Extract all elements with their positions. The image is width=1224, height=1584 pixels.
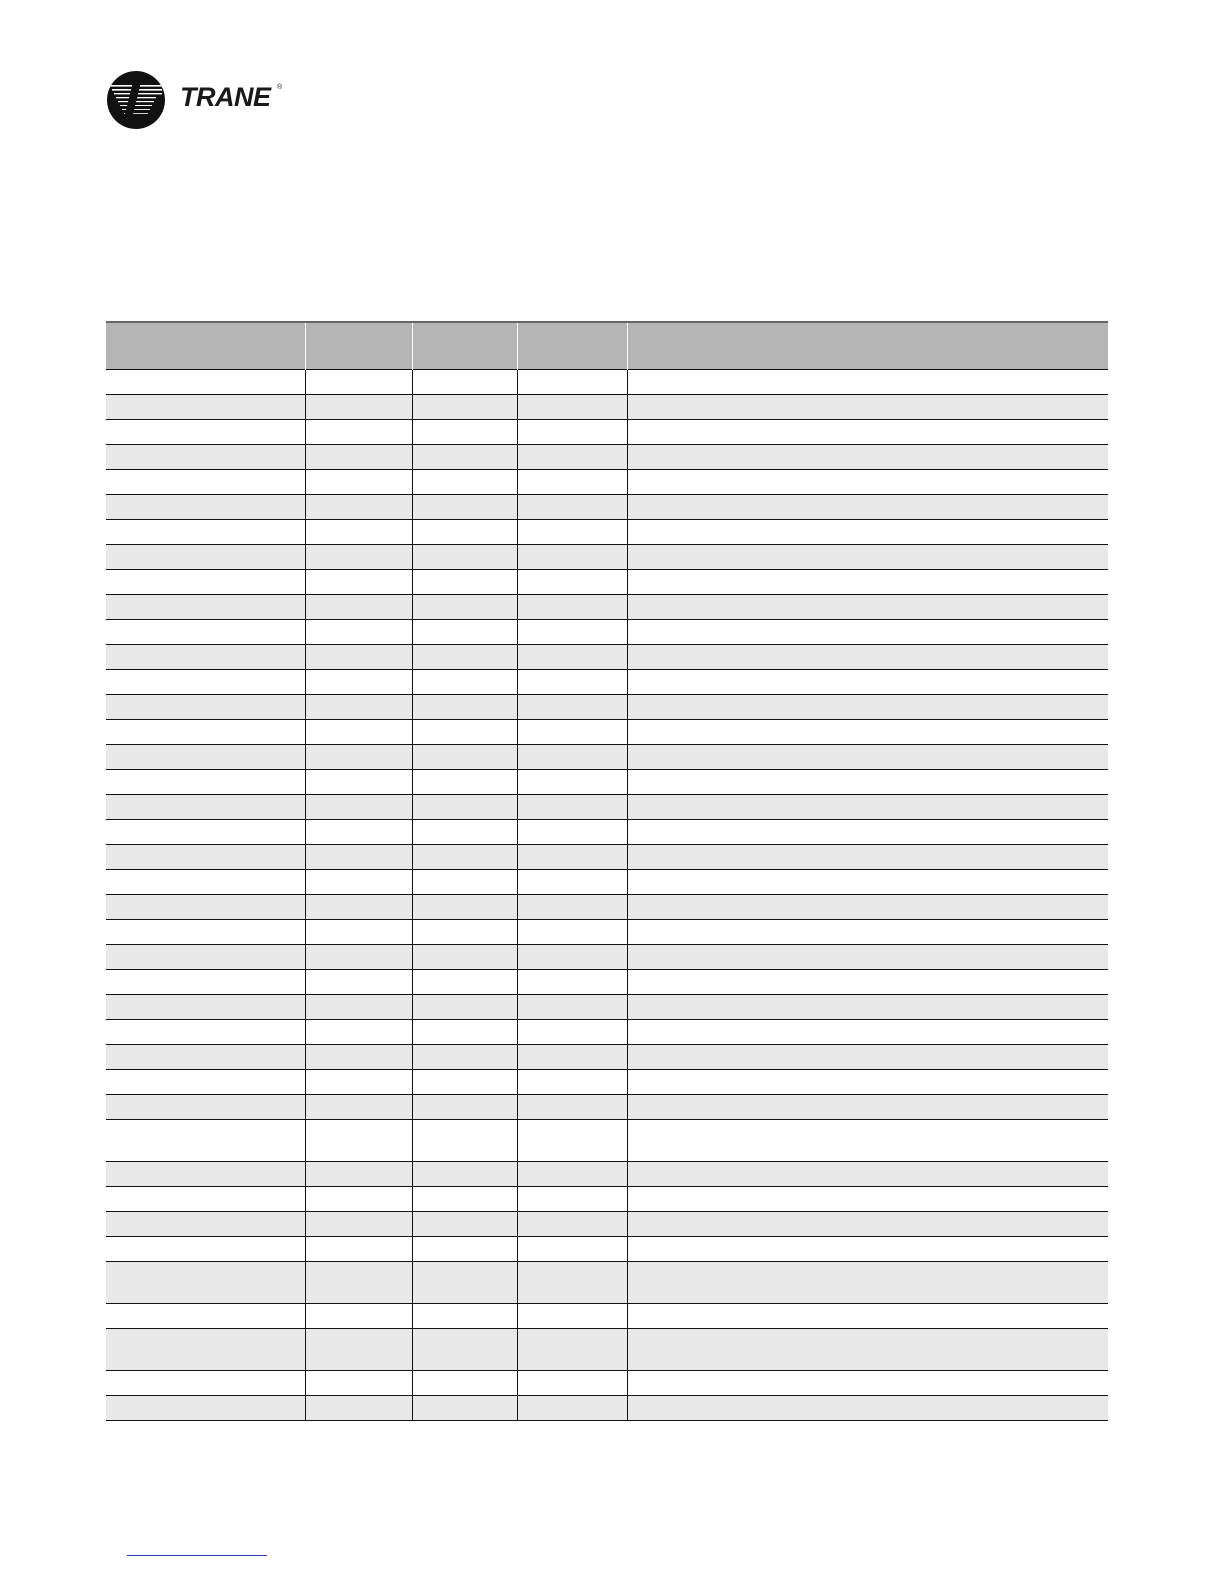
- table-cell: [627, 1371, 1108, 1396]
- table-row: [106, 970, 1108, 995]
- table-cell: [305, 370, 412, 395]
- table-cell: [106, 920, 305, 945]
- table-cell: [106, 695, 305, 720]
- table-row: [106, 370, 1108, 395]
- table-row: [106, 495, 1108, 520]
- table-row: [106, 470, 1108, 495]
- table-cell: [106, 470, 305, 495]
- table-cell: [627, 695, 1108, 720]
- table-cell: [305, 445, 412, 470]
- table-cell: [305, 1262, 412, 1304]
- table-row: [106, 920, 1108, 945]
- table-cell: [627, 1162, 1108, 1187]
- table-cell: [627, 495, 1108, 520]
- table-cell: [412, 695, 517, 720]
- table-row: [106, 695, 1108, 720]
- table-cell: [517, 970, 627, 995]
- table-cell: [305, 795, 412, 820]
- table-cell: [305, 1329, 412, 1371]
- column-header: [305, 322, 412, 370]
- table-cell: [517, 820, 627, 845]
- table-cell: [627, 645, 1108, 670]
- table-row: [106, 1371, 1108, 1396]
- table-cell: [305, 420, 412, 445]
- table-row: [106, 1120, 1108, 1162]
- table-cell: [627, 1212, 1108, 1237]
- table-cell: [106, 1162, 305, 1187]
- table-cell: [412, 945, 517, 970]
- table-row: [106, 995, 1108, 1020]
- table-cell: [627, 720, 1108, 745]
- table-cell: [106, 820, 305, 845]
- table-cell: [627, 1020, 1108, 1045]
- table-row: [106, 420, 1108, 445]
- table-cell: [412, 620, 517, 645]
- table-cell: [627, 595, 1108, 620]
- table-cell: [627, 870, 1108, 895]
- table-cell: [106, 1212, 305, 1237]
- table-cell: [412, 395, 517, 420]
- table-cell: [412, 470, 517, 495]
- column-header: [627, 322, 1108, 370]
- table-cell: [517, 995, 627, 1020]
- table-cell: [106, 795, 305, 820]
- table-cell: [517, 1187, 627, 1212]
- table-row: [106, 620, 1108, 645]
- table-cell: [517, 1396, 627, 1421]
- table-cell: [627, 845, 1108, 870]
- table-cell: [412, 1237, 517, 1262]
- table-cell: [305, 495, 412, 520]
- table-cell: [106, 420, 305, 445]
- table-cell: [517, 1304, 627, 1329]
- table-cell: [106, 1371, 305, 1396]
- table-cell: [106, 670, 305, 695]
- table-row: [106, 545, 1108, 570]
- table-cell: [305, 1162, 412, 1187]
- table-cell: [517, 1212, 627, 1237]
- table-cell: [106, 570, 305, 595]
- table-cell: [517, 1120, 627, 1162]
- table-row: [106, 770, 1108, 795]
- table-cell: [517, 595, 627, 620]
- table-cell: [412, 920, 517, 945]
- table-cell: [106, 1396, 305, 1421]
- table-body: [106, 370, 1108, 1421]
- table-row: [106, 720, 1108, 745]
- table-cell: [517, 1070, 627, 1095]
- table-cell: [627, 1262, 1108, 1304]
- table-cell: [517, 445, 627, 470]
- table-cell: [517, 920, 627, 945]
- table-cell: [627, 545, 1108, 570]
- table-row: [106, 1262, 1108, 1304]
- table-cell: [412, 595, 517, 620]
- table-cell: [106, 995, 305, 1020]
- table-cell: [517, 420, 627, 445]
- table-cell: [305, 745, 412, 770]
- column-header: [517, 322, 627, 370]
- table-row: [106, 1396, 1108, 1421]
- table-cell: [627, 1045, 1108, 1070]
- footer-link-underline[interactable]: [127, 1555, 267, 1556]
- column-header: [106, 322, 305, 370]
- table-cell: [305, 1070, 412, 1095]
- table-cell: [305, 1396, 412, 1421]
- table-cell: [106, 1329, 305, 1371]
- table-cell: [627, 570, 1108, 595]
- table-cell: [106, 495, 305, 520]
- table-cell: [106, 1262, 305, 1304]
- table-cell: [412, 1371, 517, 1396]
- table-cell: [412, 1162, 517, 1187]
- table-cell: [517, 695, 627, 720]
- table-row: [106, 1212, 1108, 1237]
- table-row: [106, 1329, 1108, 1371]
- table-cell: [517, 670, 627, 695]
- table-cell: [412, 1304, 517, 1329]
- table-cell: [627, 920, 1108, 945]
- table-cell: [305, 720, 412, 745]
- table-cell: [412, 670, 517, 695]
- table-row: [106, 1162, 1108, 1187]
- table-cell: [627, 1070, 1108, 1095]
- table-cell: [627, 1396, 1108, 1421]
- table-cell: [106, 720, 305, 745]
- trane-circle-logo-icon: [106, 70, 166, 130]
- table-row: [106, 395, 1108, 420]
- table-cell: [106, 770, 305, 795]
- table-cell: [305, 1020, 412, 1045]
- table-row: [106, 645, 1108, 670]
- table-row: [106, 845, 1108, 870]
- table-cell: [627, 995, 1108, 1020]
- table-cell: [305, 920, 412, 945]
- table-cell: [517, 745, 627, 770]
- table-cell: [305, 995, 412, 1020]
- table-cell: [305, 645, 412, 670]
- table-cell: [106, 1045, 305, 1070]
- table-cell: [517, 895, 627, 920]
- table-cell: [517, 1045, 627, 1070]
- table-cell: [305, 395, 412, 420]
- table-cell: [627, 1095, 1108, 1120]
- table-cell: [106, 1304, 305, 1329]
- table-cell: [106, 870, 305, 895]
- table-cell: [106, 1070, 305, 1095]
- table-cell: [412, 870, 517, 895]
- table-row: [106, 670, 1108, 695]
- table-cell: [412, 1187, 517, 1212]
- table-cell: [627, 670, 1108, 695]
- table-cell: [305, 1095, 412, 1120]
- table-cell: [305, 770, 412, 795]
- table-cell: [106, 895, 305, 920]
- table-cell: [627, 620, 1108, 645]
- table-cell: [106, 1120, 305, 1162]
- brand-name: TRANE: [180, 82, 271, 112]
- table-cell: [305, 670, 412, 695]
- table-cell: [305, 620, 412, 645]
- table-cell: [305, 1237, 412, 1262]
- table-cell: [412, 495, 517, 520]
- table-row: [106, 1045, 1108, 1070]
- table-cell: [106, 445, 305, 470]
- table-cell: [627, 945, 1108, 970]
- table-cell: [627, 1187, 1108, 1212]
- table-cell: [305, 845, 412, 870]
- table-cell: [106, 545, 305, 570]
- table-cell: [517, 795, 627, 820]
- table-cell: [412, 770, 517, 795]
- table-cell: [305, 945, 412, 970]
- table-cell: [106, 1187, 305, 1212]
- table-cell: [627, 970, 1108, 995]
- table-cell: [412, 570, 517, 595]
- table-cell: [305, 695, 412, 720]
- table-row: [106, 1070, 1108, 1095]
- table-cell: [305, 970, 412, 995]
- registered-mark: ®: [277, 84, 283, 91]
- table-cell: [627, 745, 1108, 770]
- table-cell: [305, 895, 412, 920]
- table-cell: [517, 1020, 627, 1045]
- table-cell: [412, 645, 517, 670]
- table-cell: [517, 945, 627, 970]
- table-cell: [412, 820, 517, 845]
- table-cell: [412, 720, 517, 745]
- table-cell: [412, 520, 517, 545]
- table-cell: [106, 1095, 305, 1120]
- table-cell: [517, 395, 627, 420]
- table-cell: [627, 1304, 1108, 1329]
- table-cell: [627, 1120, 1108, 1162]
- table-cell: [517, 520, 627, 545]
- table-cell: [517, 470, 627, 495]
- table-cell: [412, 1329, 517, 1371]
- table-cell: [517, 1329, 627, 1371]
- table-cell: [627, 370, 1108, 395]
- table-cell: [517, 845, 627, 870]
- table-cell: [305, 1120, 412, 1162]
- table-row: [106, 795, 1108, 820]
- table-cell: [412, 370, 517, 395]
- table-row: [106, 1237, 1108, 1262]
- table-cell: [412, 445, 517, 470]
- table-cell: [106, 1020, 305, 1045]
- table-cell: [412, 995, 517, 1020]
- table-cell: [412, 420, 517, 445]
- table-cell: [412, 1120, 517, 1162]
- trane-logo: [106, 70, 296, 132]
- table-cell: [106, 1237, 305, 1262]
- table-cell: [305, 1371, 412, 1396]
- table-cell: [517, 720, 627, 745]
- table-cell: [305, 520, 412, 545]
- table-cell: [106, 970, 305, 995]
- table-cell: [305, 1304, 412, 1329]
- table-cell: [305, 1187, 412, 1212]
- table-cell: [305, 1212, 412, 1237]
- column-header: [412, 322, 517, 370]
- table-cell: [412, 795, 517, 820]
- table-cell: [517, 770, 627, 795]
- table-row: [106, 445, 1108, 470]
- table-row: [106, 1304, 1108, 1329]
- table-row: [106, 895, 1108, 920]
- table-cell: [412, 1020, 517, 1045]
- table-cell: [517, 870, 627, 895]
- table-cell: [627, 820, 1108, 845]
- table-cell: [517, 1237, 627, 1262]
- table-cell: [517, 1095, 627, 1120]
- table-cell: [627, 420, 1108, 445]
- table-cell: [627, 1237, 1108, 1262]
- table-cell: [412, 895, 517, 920]
- table-cell: [106, 595, 305, 620]
- table-cell: [627, 470, 1108, 495]
- table-cell: [627, 445, 1108, 470]
- table-row: [106, 745, 1108, 770]
- table-row: [106, 520, 1108, 545]
- table-cell: [412, 1045, 517, 1070]
- table-cell: [412, 745, 517, 770]
- table-row: [106, 1095, 1108, 1120]
- table-cell: [627, 795, 1108, 820]
- table-row: [106, 945, 1108, 970]
- table-cell: [627, 1329, 1108, 1371]
- table-cell: [106, 520, 305, 545]
- table-row: [106, 595, 1108, 620]
- table-cell: [517, 570, 627, 595]
- table-cell: [106, 395, 305, 420]
- table-cell: [517, 1262, 627, 1304]
- table-cell: [517, 1371, 627, 1396]
- table-cell: [305, 570, 412, 595]
- table-header-row: [106, 322, 1108, 370]
- table-cell: [305, 470, 412, 495]
- table-cell: [412, 1070, 517, 1095]
- table-cell: [412, 1396, 517, 1421]
- table-cell: [627, 770, 1108, 795]
- table-cell: [412, 1095, 517, 1120]
- table-cell: [106, 945, 305, 970]
- table-cell: [517, 645, 627, 670]
- table-cell: [412, 1262, 517, 1304]
- table-cell: [305, 820, 412, 845]
- table-cell: [517, 620, 627, 645]
- table-cell: [305, 545, 412, 570]
- table-cell: [106, 370, 305, 395]
- table-row: [106, 870, 1108, 895]
- table-cell: [305, 595, 412, 620]
- table-cell: [305, 1045, 412, 1070]
- table-cell: [627, 895, 1108, 920]
- table-cell: [106, 745, 305, 770]
- table-cell: [412, 970, 517, 995]
- table-cell: [517, 1162, 627, 1187]
- table-cell: [106, 620, 305, 645]
- table-cell: [412, 545, 517, 570]
- table-row: [106, 1187, 1108, 1212]
- table-row: [106, 1020, 1108, 1045]
- table-row: [106, 820, 1108, 845]
- table-cell: [106, 645, 305, 670]
- table-cell: [627, 520, 1108, 545]
- table-row: [106, 570, 1108, 595]
- table-cell: [627, 395, 1108, 420]
- table-cell: [305, 870, 412, 895]
- table-cell: [517, 545, 627, 570]
- table-cell: [412, 1212, 517, 1237]
- table-cell: [517, 370, 627, 395]
- table-cell: [106, 845, 305, 870]
- table-cell: [412, 845, 517, 870]
- specification-table: [106, 321, 1108, 1421]
- table-cell: [517, 495, 627, 520]
